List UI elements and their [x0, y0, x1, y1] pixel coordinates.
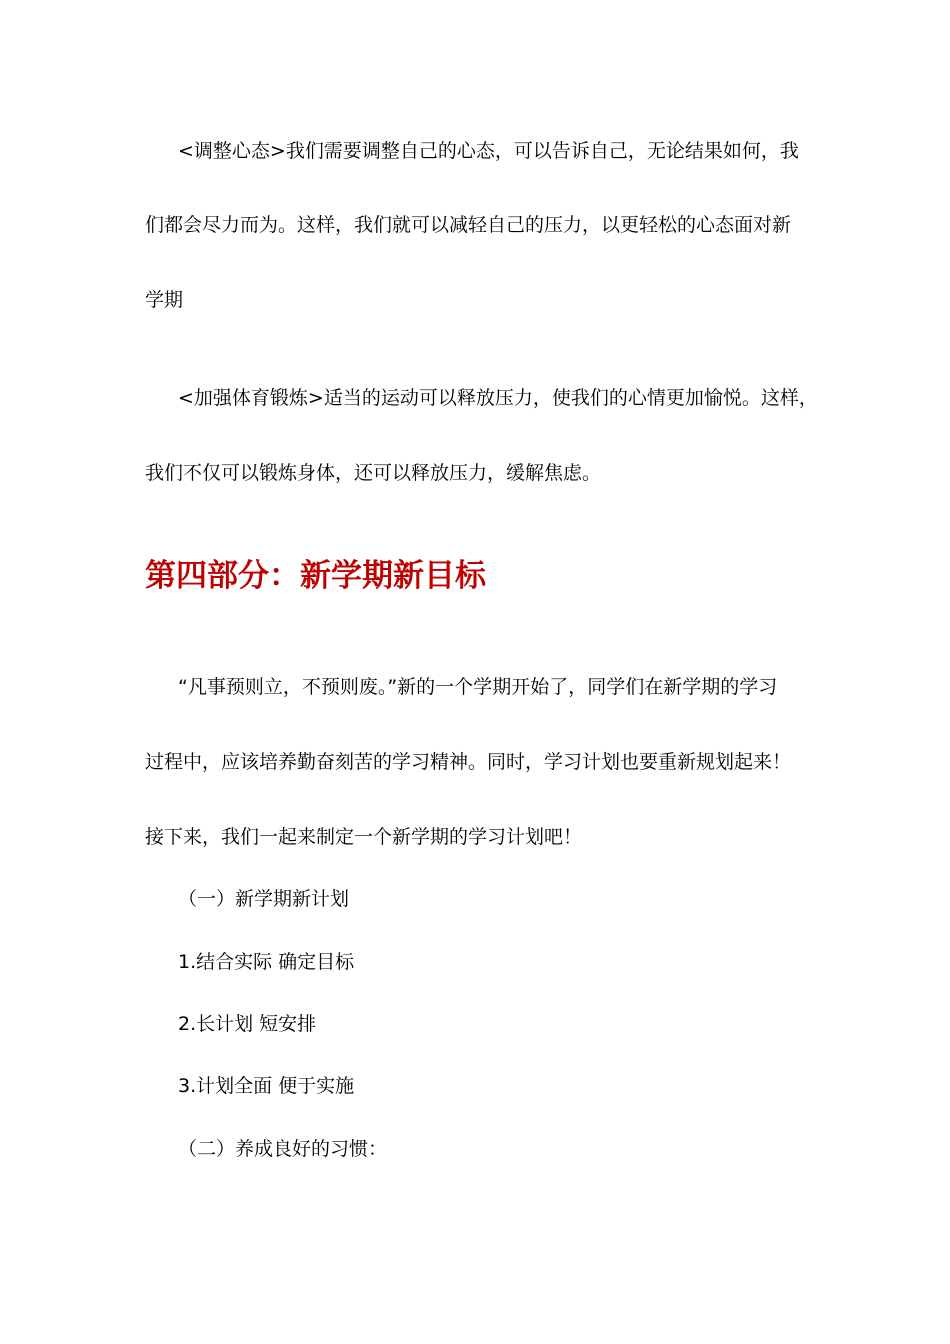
list-item: 1.结合实际 确定目标: [178, 951, 355, 973]
subheading-new-plan: （一）新学期新计划: [178, 888, 350, 910]
section-heading: 第四部分：新学期新目标: [145, 558, 486, 594]
paragraph-exercise-line-2: 我们不仅可以锻炼身体，还可以释放压力，缓解焦虑。: [145, 462, 602, 484]
paragraph-adjust-mindset-line-3: 学期: [145, 289, 184, 311]
list-item: 3.计划全面 便于实施: [178, 1075, 355, 1097]
paragraph-adjust-mindset-line-1: <调整心态>我们需要调整自己的心态，可以告诉自己，无论结果如何，我: [178, 140, 799, 162]
paragraph-adjust-mindset-line-2: 们都会尽力而为。这样，我们就可以减轻自己的压力，以更轻松的心态面对新: [145, 214, 792, 236]
paragraph-intro-line-3: 接下来，我们一起来制定一个新学期的学习计划吧！: [145, 826, 583, 848]
paragraph-intro-line-2: 过程中，应该培养勤奋刻苦的学习精神。同时，学习计划也要重新规划起来！: [145, 751, 792, 773]
paragraph-intro-line-1: “凡事预则立，不预则废。”新的一个学期开始了，同学们在新学期的学习: [178, 676, 778, 698]
paragraph-exercise-line-1: <加强体育锻炼>适当的运动可以释放压力，使我们的心情更加愉悦。这样，: [178, 387, 818, 409]
subheading-good-habits: （二）养成良好的习惯：: [178, 1138, 388, 1160]
list-item: 2.长计划 短安排: [178, 1013, 317, 1035]
